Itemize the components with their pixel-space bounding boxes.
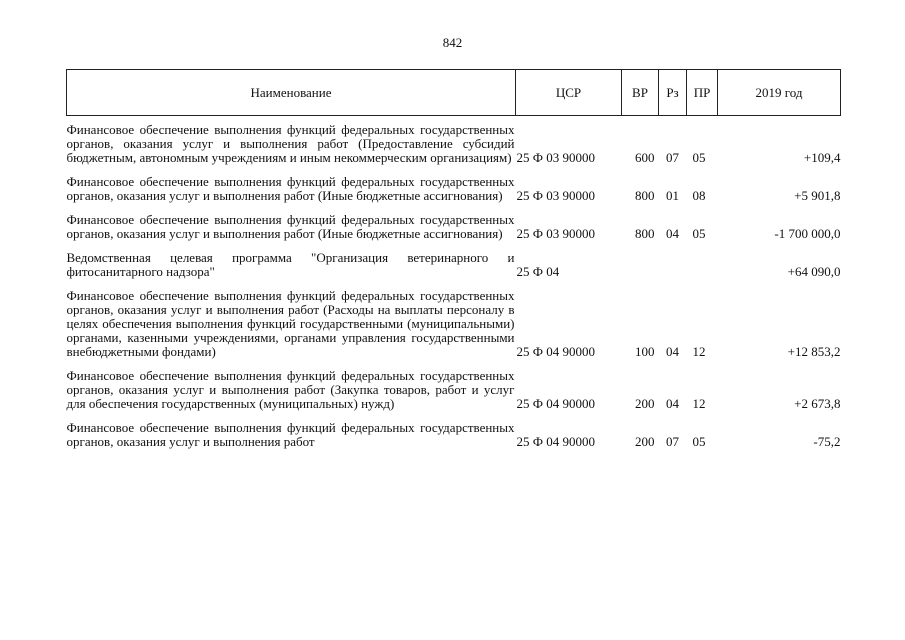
row-name: Финансовое обеспечение выполнения функций федеральных государственных органов, оказания услуг и выполнения работ (Иные бюджетные ассигнования) bbox=[66, 174, 515, 203]
table-row bbox=[67, 251, 841, 279]
row-name: Ведомственная целевая программа "Организация ветеринарного и фитосанитарного надзора" bbox=[66, 250, 515, 279]
row-amount: +12 853,2 bbox=[787, 344, 841, 359]
row-name: Финансовое обеспечение выполнения функций федеральных государственных органов, оказания услуг и выполнения работ (Закупка товаров, работ и услуг для обеспечения государственных (муниципальных) нужд) bbox=[66, 368, 515, 411]
row-pr: 12 bbox=[692, 344, 706, 359]
row-name: Финансовое обеспечение выполнения функций федеральных государственных органов, оказания услуг и выполнения работ (Расходы на выплаты персоналу в целях обеспечения выполнения функций государственными (муниципальными) органами, казенными учреждениями, органами управления государственными внебюджетными фондами) bbox=[66, 288, 515, 359]
table-row bbox=[67, 289, 841, 359]
table-row bbox=[67, 123, 841, 165]
row-pr bbox=[687, 251, 718, 279]
row-rz: 01 bbox=[666, 188, 679, 203]
row-name: Финансовое обеспечение выполнения функций федеральных государственных органов, оказания услуг и выполнения работ bbox=[66, 420, 515, 449]
row-csr: 25 Ф 04 90000 bbox=[516, 434, 596, 449]
row-pr: 05 bbox=[692, 226, 706, 241]
row-vr: 200 bbox=[635, 396, 655, 411]
header-name: Наименование bbox=[67, 70, 516, 116]
row-vr: 800 bbox=[635, 188, 655, 203]
row-pr: 05 bbox=[692, 150, 706, 165]
row-rz: 04 bbox=[666, 344, 679, 359]
row-csr: 25 Ф 03 90000 bbox=[516, 226, 596, 241]
row-pr: 05 bbox=[692, 434, 706, 449]
page-number: 842 bbox=[442, 35, 463, 50]
row-amount: +2 673,8 bbox=[794, 396, 841, 411]
row-amount: -1 700 000,0 bbox=[774, 226, 841, 241]
table-row bbox=[67, 369, 841, 411]
row-vr: 600 bbox=[635, 150, 655, 165]
row-vr: 200 bbox=[635, 434, 655, 449]
header-year: 2019 год bbox=[718, 70, 841, 116]
row-vr: 100 bbox=[635, 344, 655, 359]
row-name: Финансовое обеспечение выполнения функций федеральных государственных органов, оказания услуг и выполнения работ (Иные бюджетные ассигнования) bbox=[66, 212, 515, 241]
row-pr: 12 bbox=[692, 396, 706, 411]
row-rz: 07 bbox=[666, 150, 679, 165]
row-amount: +64 090,0 bbox=[787, 264, 841, 279]
header-pr: ПР bbox=[687, 70, 718, 116]
row-name: Финансовое обеспечение выполнения функций федеральных государственных органов, оказания услуг и выполнения работ (Предоставление субсидий бюджетным, автономным учреждениям и иным некоммерческим организациям) bbox=[66, 122, 515, 165]
table-body bbox=[67, 116, 841, 450]
table-header-row bbox=[67, 70, 841, 116]
header-csr: ЦСР bbox=[516, 70, 622, 116]
table-row bbox=[67, 213, 841, 241]
table-row bbox=[67, 175, 841, 203]
header-vr: ВР bbox=[622, 70, 659, 116]
row-csr: 25 Ф 03 90000 bbox=[516, 150, 596, 165]
row-rz: 04 bbox=[666, 396, 679, 411]
row-pr: 08 bbox=[692, 188, 706, 203]
row-vr bbox=[622, 251, 659, 279]
row-rz bbox=[659, 251, 687, 279]
row-amount: +5 901,8 bbox=[794, 188, 841, 203]
budget-table bbox=[66, 69, 841, 449]
table-row bbox=[67, 421, 841, 449]
header-rz: Рз bbox=[659, 70, 687, 116]
row-csr: 25 Ф 03 90000 bbox=[516, 188, 596, 203]
row-rz: 04 bbox=[666, 226, 679, 241]
row-csr: 25 Ф 04 90000 bbox=[516, 396, 596, 411]
row-vr: 800 bbox=[635, 226, 655, 241]
row-csr: 25 Ф 04 bbox=[516, 264, 560, 279]
row-amount: +109,4 bbox=[803, 150, 841, 165]
row-amount: -75,2 bbox=[813, 434, 841, 449]
row-csr: 25 Ф 04 90000 bbox=[516, 344, 596, 359]
row-rz: 07 bbox=[666, 434, 679, 449]
